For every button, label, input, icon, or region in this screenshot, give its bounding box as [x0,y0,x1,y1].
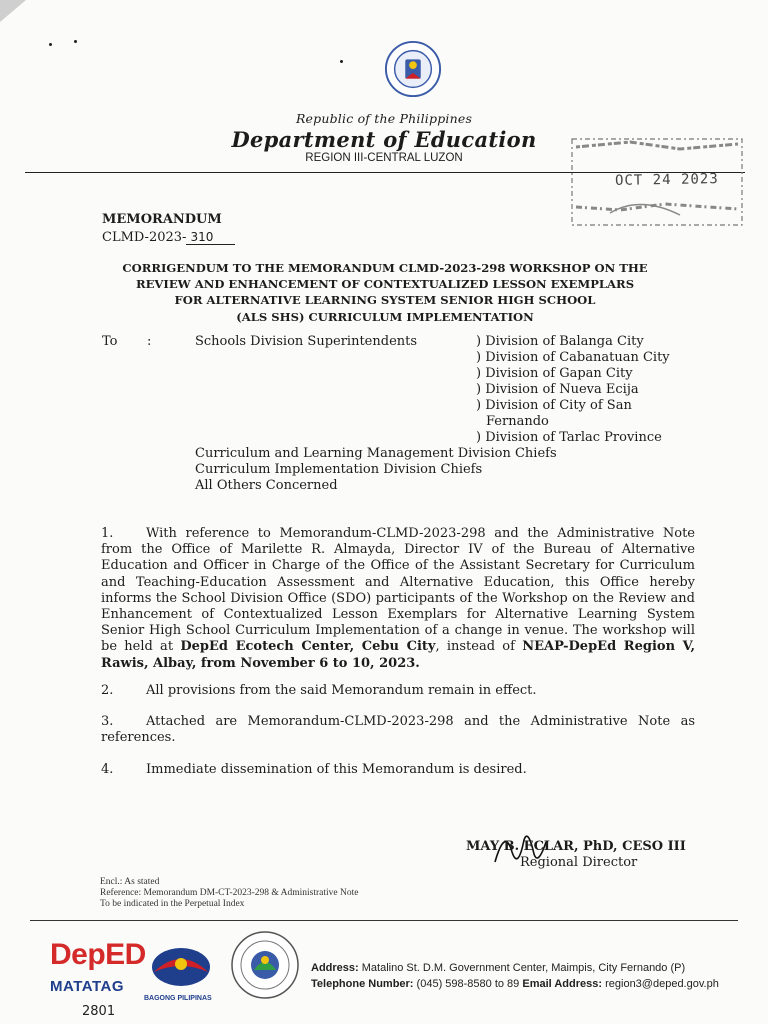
memo-number [102,230,235,245]
paragraph-number: 2. [101,683,114,698]
phone-label: Telephone Number: [311,978,414,990]
memo-number-handwritten: 310 [186,230,235,245]
division-item: ) Division of City of San [476,398,632,413]
footer-contact [311,978,719,990]
paragraph-1 [101,526,695,672]
paragraph-3 [101,714,695,746]
paragraph-4 [101,762,695,778]
subject-line: FOR ALTERNATIVE LEARNING SYSTEM SENIOR HIGH SCHOOL [174,293,596,308]
to-label: To [102,334,118,349]
recipient-other: Curriculum and Learning Management Division Chiefs [195,446,557,461]
deped-logo: DepED [50,938,146,971]
matatag-logo: MATATAG [50,978,125,995]
enclosure-line: Encl.: As stated [100,877,160,887]
memo-label: MEMORANDUM [102,212,222,227]
phone-value: (045) 598-8580 to 89 [416,978,520,990]
enclosure-line: To be indicated in the Perpetual Index [100,899,245,909]
page-corner-fold [0,0,26,22]
recipient-other: All Others Concerned [195,478,338,493]
paragraph-text-mid: , instead of [435,639,515,655]
bagong-pilipinas-text: BAGONG PILIPINAS [144,995,212,1002]
paragraph-text: Immediate dissemination of this Memorandum is desired. [146,762,527,777]
division-item: ) Division of Tarlac Province [476,430,662,445]
scan-speck [74,40,77,43]
paragraph-text: With reference to Memorandum-CLMD-2023-298 and the Administrative Note from the Office of Marilette R. Almayda, Director IV of the Bureau of Alternative Education and Officer in Charge of the Office of the Assistant Secretary for Curriculum and Teaching-Education Assessment and Alternative Education, this Office hereby informs the School Division Office (SDO) participants of the Workshop on the Review and Enhancement of Contextualized Lesson Exemplars for Alternative Learning System Senior High School Curriculum Implementation of a change in venue. The workshop will be held at [101,526,695,655]
footer-divider [30,920,738,921]
bagong-pilipinas-logo-icon [150,946,212,988]
old-venue: NEAP-DepEd Region V, Rawis, Albay, from November 6 to 10, 2023. [101,639,696,671]
paragraph-text: Attached are Memorandum-CLMD-2023-298 and the Administrative Note as references. [101,714,695,746]
regional-office-seal-icon [230,930,300,1000]
region-header: REGION III-CENTRAL LUZON [305,152,463,164]
division-item: Fernando [486,414,549,429]
email-value: region3@deped.gov.ph [605,978,719,990]
deped-seal-icon [384,40,442,98]
division-item: ) Division of Nueva Ecija [476,382,639,397]
footer-address [311,962,685,974]
address-value: Matalino St. D.M. Government Center, Maimpis, City Fernando (P) [361,962,686,974]
signatory-title: Regional Director [520,855,638,870]
division-item: ) Division of Balanga City [476,334,644,349]
subject-line: (ALS SHS) CURRICULUM IMPLEMENTATION [236,309,534,324]
paragraph-number: 4. [101,762,114,777]
memo-subject [90,260,680,325]
email-label: Email Address: [522,978,603,990]
division-item: ) Division of Gapan City [476,366,633,381]
new-venue: DepEd Ecotech Center, Cebu City [180,639,436,655]
handwritten-number: 2801 [82,1004,116,1019]
division-item: ) Division of Cabanatuan City [476,350,670,365]
to-recipient: Schools Division Superintendents [195,334,418,349]
subject-line: CORRIGENDUM TO THE MEMORANDUM CLMD-2023-298 WORKSHOP ON THE [122,261,648,275]
memo-number-prefix: CLMD-2023- [102,230,187,245]
subject-line: REVIEW AND ENHANCEMENT OF CONTEXTUALIZED LESSON EXEMPLARS [135,277,635,292]
enclosure-line: Reference: Memorandum DM-CT-2023-298 & Administrative Note [100,888,359,898]
scan-speck [49,43,52,46]
department-header: Department of Education [231,127,537,152]
paragraph-number: 1. [101,526,114,541]
paragraph-text: All provisions from the said Memorandum remain in effect. [146,683,537,698]
to-colon: : [147,334,152,349]
recipient-other: Curriculum Implementation Division Chiefs [195,462,483,477]
stamp-date: OCT 24 2023 [614,171,719,189]
signatory-name: MAY B. ECLAR, PhD, CESO III [466,839,686,854]
scan-speck [340,60,343,63]
paragraph-number: 3. [101,714,114,729]
paragraph-2 [101,683,695,699]
address-label: Address: [311,962,359,974]
republic-header: Republic of the Philippines [295,111,473,126]
